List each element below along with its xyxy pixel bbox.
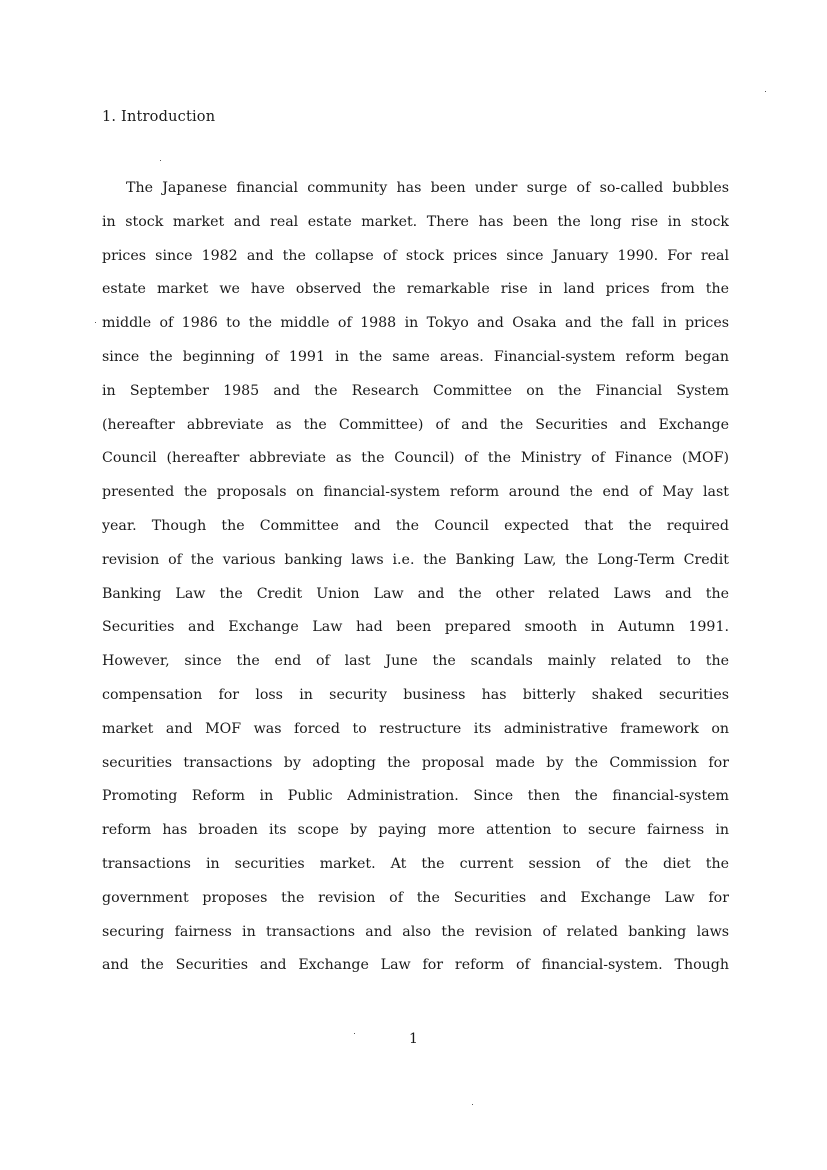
paragraph-line: year. Though the Committee and the Council expected that the required	[102, 517, 729, 534]
paragraph-line: since the beginning of 1991 in the same areas. Financial-system reform began	[102, 348, 729, 365]
paragraph-line: The Japanese financial community has been under surge of so-called bubbles	[126, 180, 729, 196]
paragraph-line: securities transactions by adopting the proposal made by the Commission for	[102, 754, 729, 771]
paragraph-line: (hereafter abbreviate as the Committee) of and the Securities and Exchange	[102, 416, 729, 433]
paragraph-line: compensation for loss in security business has bitterly shaked securities	[102, 686, 729, 703]
paragraph-line: Securities and Exchange Law had been prepared smooth in Autumn 1991.	[102, 619, 729, 636]
body-paragraph	[102, 172, 729, 983]
paragraph-line: middle of 1986 to the middle of 1988 in Tokyo and Osaka and the fall in prices	[102, 315, 729, 332]
paragraph-line: presented the proposals on financial-system reform around the end of May last	[102, 484, 729, 501]
paragraph-line: Council (hereafter abbreviate as the Council) of the Ministry of Finance (MOF)	[102, 450, 729, 467]
scan-speck	[160, 160, 161, 161]
section-heading: 1. Introduction	[102, 109, 216, 125]
scan-speck	[765, 91, 766, 92]
paragraph-line: in September 1985 and the Research Committee on the Financial System	[102, 382, 729, 399]
page-number: 1	[409, 1031, 418, 1047]
paragraph-line: transactions in securities market. At the current session of the diet the	[102, 855, 729, 872]
paragraph-line: market and MOF was forced to restructure its administrative framework on	[102, 720, 729, 737]
paragraph-line: Banking Law the Credit Union Law and the other related Laws and the	[102, 585, 729, 602]
scan-speck	[95, 322, 96, 323]
paragraph-line: government proposes the revision of the Securities and Exchange Law for	[102, 889, 729, 906]
paragraph-line: However, since the end of last June the scandals mainly related to the	[102, 653, 729, 670]
paragraph-line: estate market we have observed the remarkable rise in land prices from the	[102, 281, 729, 298]
paragraph-line: reform has broaden its scope by paying more attention to secure fairness in	[102, 822, 729, 839]
paragraph-line: in stock market and real estate market. There has been the long rise in stock	[102, 213, 729, 230]
paragraph-line: revision of the various banking laws i.e. the Banking Law, the Long-Term Credit	[102, 551, 729, 568]
paragraph-line: securing fairness in transactions and also the revision of related banking laws	[102, 923, 729, 940]
paragraph-line: and the Securities and Exchange Law for reform of financial-system. Though	[102, 957, 729, 974]
paragraph-line: Promoting Reform in Public Administration. Since then the financial-system	[102, 788, 729, 805]
scan-speck	[472, 1104, 473, 1105]
paragraph-line: prices since 1982 and the collapse of stock prices since January 1990. For real	[102, 247, 729, 264]
scan-speck	[354, 1033, 355, 1034]
